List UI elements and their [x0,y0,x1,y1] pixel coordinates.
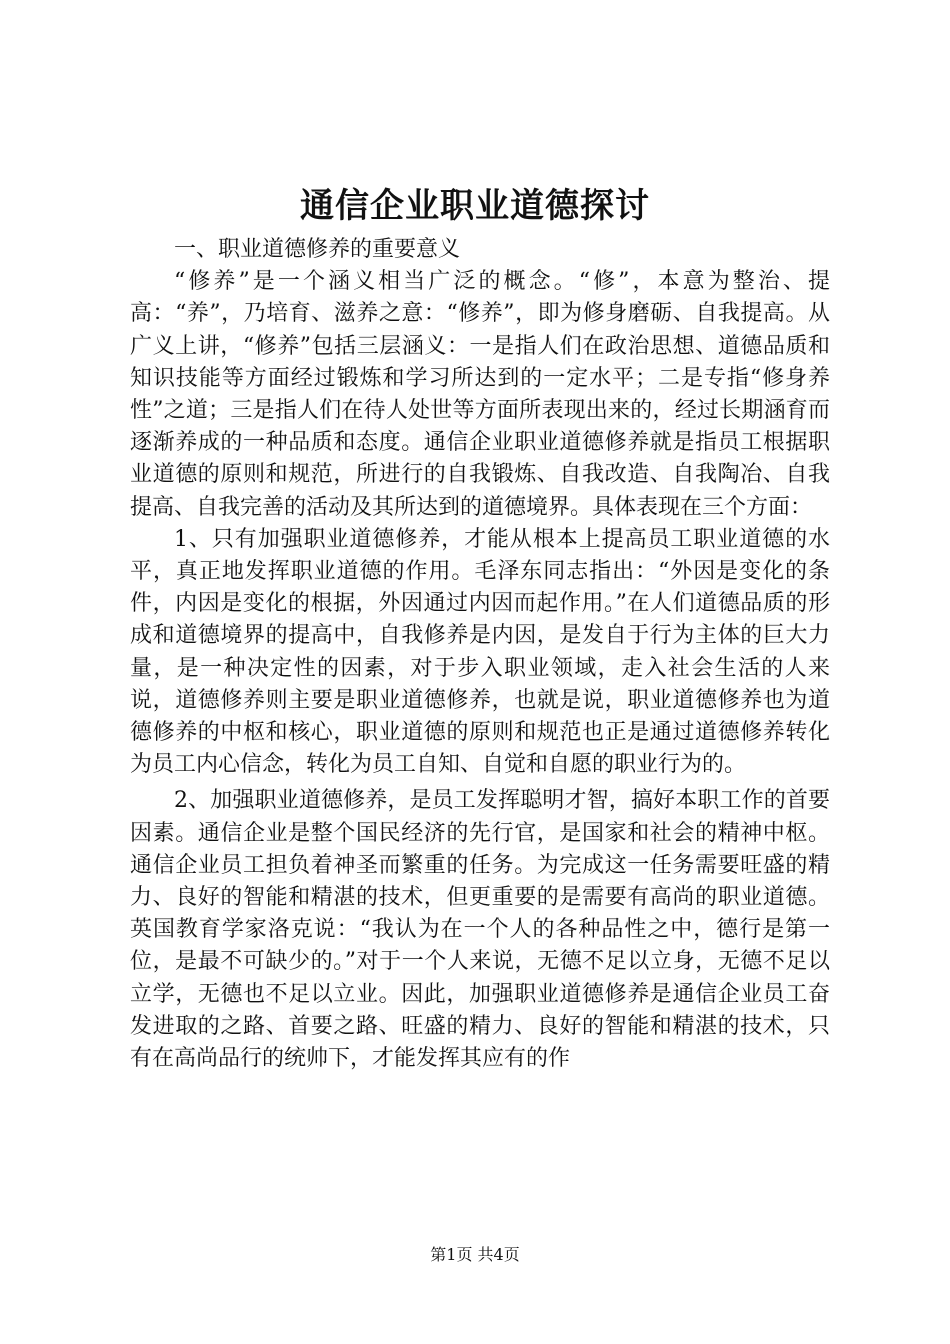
paragraph-point-2: 2、加强职业道德修养，是员工发挥聪明才智，搞好本职工作的首要因素。通信企业是整个国民经济的先行官，是国家和社会的精神中枢。通信企业员工担负着神圣而繁重的任务。为完成这一任务需要旺盛的精力、良好的智能和精湛的技术，但更重要的是需要有高尚的职业道德。英国教育学家洛克说：“我认为在一个人的各种品性之中，德行是第一位，是最不可缺少的。”对于一个人来说，无德不足以立身，无德不足以立学，无德也不足以立业。因此，加强职业道德修养是通信企业员工奋发进取的之路、首要之路、旺盛的精力、良好的智能和精湛的技术，只有在高尚品行的统帅下，才能发挥其应有的作 [130,788,830,1072]
section-heading: 一、职业道德修养的重要意义 [174,237,461,262]
page-number-footer: 第1页 共4页 [430,1245,520,1264]
document-body [130,234,830,1075]
paragraph-point-1: 1、只有加强职业道德修养，才能从根本上提高员工职业道德的水平，真正地发挥职业道德的作用。毛泽东同志指出：“外因是变化的条件，内因是变化的根据，外因通过内因而起作用。”在人们道德品质的形成和道德境界的提高中，自我修养是内因，是发自于行为主体的巨大力量，是一种决定性的因素，对于步入职业领域，走入社会生活的人来说，道德修养则主要是职业道德修养，也就是说，职业道德修养也为道德修养的中枢和核心，职业道德的原则和规范也正是通过道德修养转化为员工内心信念，转化为员工自知、自觉和自愿的职业行为的。 [130,526,830,778]
paragraph-intro: “修养”是一个涵义相当广泛的概念。“修”，本意为整治、提高：“养”，乃培育、滋养之意：“修养”，即为修身磨砺、自我提高。从广义上讲，“修养”包括三层涵义：一是指人们在政治思想、道德品质和知识技能等方面经过锻炼和学习所达到的一定水平；二是专指“修身养性”之道；三是指人们在待人处世等方面所表现出来的，经过长期涵育而逐渐养成的一种品质和态度。通信企业职业道德修养就是指员工根据职业道德的原则和规范，所进行的自我锻炼、自我改造、自我陶冶、自我提高、自我完善的活动及其所达到的道德境界。具体表现在三个方面： [130,269,830,520]
document-title: 通信企业职业道德探讨 [300,186,650,226]
